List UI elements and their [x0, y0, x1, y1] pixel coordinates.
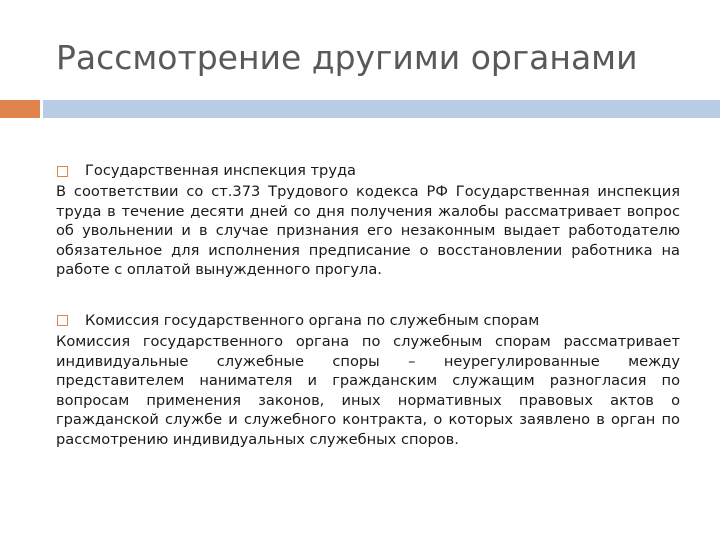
section-spacer [56, 280, 680, 310]
section-body: Комиссия государственного органа по служебным спорам рассматривает индивидуальные служебные споры – неурегулированные между представителем нанимателя и гражданским служащим разногласия по вопросам применения законов, иных нормативных правовых актов о гражданской службе и служебного контракта, о которых заявлено в орган по рассмотрению индивидуальных служебных споров. [56, 332, 680, 448]
checkbox-square-icon [57, 315, 68, 326]
section-heading-row [56, 310, 680, 332]
slide-content [56, 160, 680, 450]
title-rule-bar [43, 100, 720, 118]
checkbox-square-icon [57, 166, 68, 177]
slide-title: Рассмотрение другими органами [56, 38, 638, 77]
title-rule-accent [0, 100, 40, 118]
section-body: В соответствии со ст.373 Трудового кодекса РФ Государственная инспекция труда в течение десяти дней со дня получения жалобы рассматривает вопрос об увольнении и в случае признания его незаконным выдает работодателю обязательное для исполнения предписание о восстановлении работника на работе с оплатой вынужденного прогула. [56, 183, 680, 279]
section-heading: Комиссия государственного органа по служебным спорам [85, 312, 540, 330]
section-heading: Государственная инспекция труда [85, 162, 356, 180]
section-heading-row [56, 160, 680, 182]
